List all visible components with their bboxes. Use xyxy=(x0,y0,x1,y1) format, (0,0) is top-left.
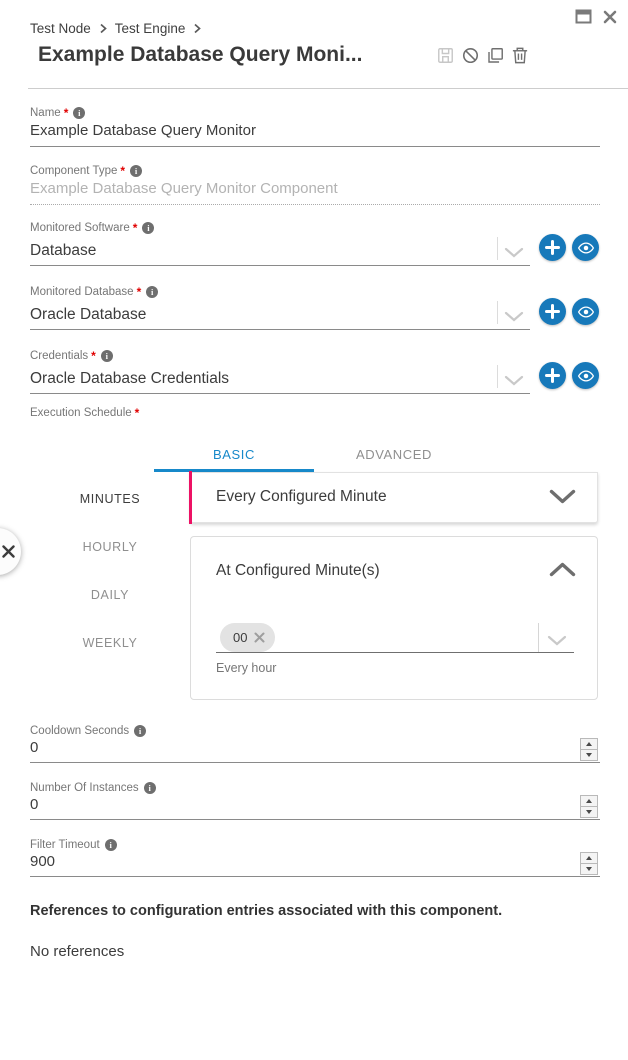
number-stepper xyxy=(580,738,598,761)
minute-chip-value: 00 xyxy=(233,630,248,645)
select-divider xyxy=(497,365,498,388)
chevron-right-icon xyxy=(193,23,201,34)
chevron-down-icon[interactable] xyxy=(504,245,524,263)
info-icon[interactable]: i xyxy=(101,350,113,362)
name-field-label: Name * i xyxy=(30,106,85,120)
execution-schedule-label: Execution Schedule * xyxy=(30,406,140,420)
number-of-instances-label: Number Of Instances i xyxy=(30,781,156,795)
filter-timeout-label: Filter Timeout i xyxy=(30,838,117,852)
select-divider xyxy=(497,301,498,324)
page-title: Example Database Query Moni... xyxy=(38,43,363,66)
breadcrumb-item-test-node[interactable]: Test Node xyxy=(30,21,91,36)
chevron-down-icon[interactable] xyxy=(547,633,567,651)
stepper-decrement-button[interactable] xyxy=(581,864,597,874)
info-icon[interactable]: i xyxy=(105,839,117,851)
filter-timeout-input[interactable] xyxy=(30,853,570,870)
plus-icon xyxy=(545,240,560,255)
eye-icon xyxy=(577,367,595,385)
eye-icon xyxy=(577,239,595,257)
references-empty-text: No references xyxy=(30,943,125,960)
info-icon[interactable]: i xyxy=(73,107,85,119)
info-icon[interactable]: i xyxy=(142,222,154,234)
field-underline xyxy=(30,762,600,763)
number-of-instances-input[interactable] xyxy=(30,796,570,813)
field-underline xyxy=(30,204,600,205)
monitored-software-field-label: Monitored Software * i xyxy=(30,221,154,235)
select-divider xyxy=(497,237,498,260)
window-controls xyxy=(575,9,617,24)
multiselect-divider xyxy=(538,623,539,652)
required-marker: * xyxy=(120,164,126,178)
component-type-field-label: Component Type * i xyxy=(30,164,142,178)
monitored-database-select[interactable]: Oracle Database xyxy=(30,306,147,323)
field-underline xyxy=(30,876,600,877)
add-monitored-database-button[interactable] xyxy=(539,298,566,325)
monitored-software-select[interactable]: Database xyxy=(30,242,97,259)
drawer-close-button[interactable] xyxy=(0,528,21,575)
chevron-down-icon[interactable] xyxy=(504,373,524,391)
stepper-decrement-button[interactable] xyxy=(581,807,597,817)
field-underline xyxy=(30,393,530,394)
freq-tab-minutes[interactable]: MINUTES xyxy=(79,492,141,506)
tab-advanced[interactable]: ADVANCED xyxy=(355,446,433,462)
stepper-increment-button[interactable] xyxy=(581,853,597,864)
info-icon[interactable]: i xyxy=(144,782,156,794)
required-marker: * xyxy=(134,406,140,420)
close-icon[interactable] xyxy=(603,10,617,24)
stepper-increment-button[interactable] xyxy=(581,739,597,750)
references-heading: References to configuration entries associated with this component. xyxy=(30,903,503,919)
multiselect-underline xyxy=(216,652,574,653)
add-credentials-button[interactable] xyxy=(539,362,566,389)
disable-icon[interactable] xyxy=(461,46,480,65)
info-icon[interactable]: i xyxy=(134,725,146,737)
maximize-icon[interactable] xyxy=(575,9,592,24)
plus-icon xyxy=(545,368,560,383)
schedule-mode-value: Every Configured Minute xyxy=(216,488,387,505)
plus-icon xyxy=(545,304,560,319)
schedule-mode-select[interactable] xyxy=(190,472,598,523)
view-credentials-button[interactable] xyxy=(572,362,599,389)
panel-title[interactable]: At Configured Minute(s) xyxy=(216,562,380,579)
stepper-increment-button[interactable] xyxy=(581,796,597,807)
component-type-input xyxy=(30,180,598,197)
validation-accent-bar xyxy=(189,471,192,524)
freq-tab-weekly[interactable]: WEEKLY xyxy=(82,636,138,650)
chevron-up-icon[interactable] xyxy=(549,561,576,582)
required-marker: * xyxy=(63,106,69,120)
minute-chip[interactable] xyxy=(220,623,275,652)
field-underline xyxy=(30,329,530,330)
cooldown-seconds-input[interactable] xyxy=(30,739,570,756)
required-marker: * xyxy=(91,349,96,363)
field-underline xyxy=(30,819,600,820)
credentials-select[interactable]: Oracle Database Credentials xyxy=(30,370,230,387)
close-icon xyxy=(2,545,15,558)
info-icon[interactable]: i xyxy=(146,286,158,298)
view-monitored-software-button[interactable] xyxy=(572,234,599,261)
add-monitored-software-button[interactable] xyxy=(539,234,566,261)
field-underline xyxy=(30,265,530,266)
save-icon[interactable] xyxy=(436,46,455,65)
required-marker: * xyxy=(136,285,142,299)
view-monitored-database-button[interactable] xyxy=(572,298,599,325)
breadcrumb-item-test-engine[interactable]: Test Engine xyxy=(114,21,186,36)
name-input[interactable] xyxy=(30,122,598,139)
copy-icon[interactable] xyxy=(486,46,505,65)
title-action-bar xyxy=(436,46,529,65)
cooldown-seconds-label: Cooldown Seconds i xyxy=(30,724,146,738)
delete-icon[interactable] xyxy=(511,46,529,65)
monitored-database-field-label: Monitored Database * i xyxy=(30,285,158,299)
field-underline xyxy=(30,146,600,147)
stepper-decrement-button[interactable] xyxy=(581,750,597,760)
tab-basic[interactable]: BASIC xyxy=(212,446,255,462)
header-divider xyxy=(28,88,628,89)
info-icon[interactable]: i xyxy=(130,165,142,177)
number-stepper xyxy=(580,852,598,875)
minutes-helper-text: Every hour xyxy=(216,661,277,675)
eye-icon xyxy=(577,303,595,321)
remove-chip-icon[interactable] xyxy=(254,632,265,643)
chevron-right-icon xyxy=(99,23,107,34)
chevron-down-icon[interactable] xyxy=(504,309,524,327)
configured-minutes-panel xyxy=(190,536,598,700)
freq-tab-daily[interactable]: DAILY xyxy=(90,588,130,602)
credentials-field-label: Credentials * i xyxy=(30,349,113,363)
required-marker: * xyxy=(132,221,138,235)
breadcrumb xyxy=(30,21,201,36)
chevron-down-icon xyxy=(549,489,576,510)
freq-tab-hourly[interactable]: HOURLY xyxy=(82,540,138,554)
number-stepper xyxy=(580,795,598,818)
